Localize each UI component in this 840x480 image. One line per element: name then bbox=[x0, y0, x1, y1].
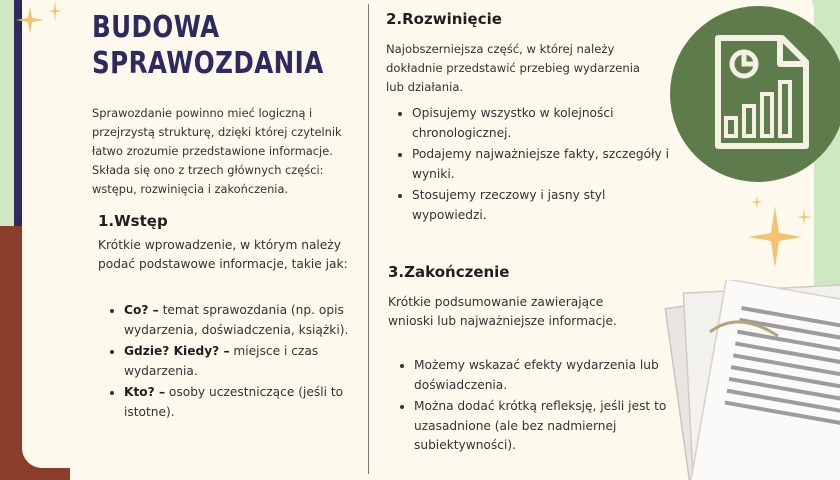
sparkle-icon bbox=[748, 206, 802, 268]
list-item: • Można dodać krótką refleksję, jeśli jest to uzasadnione (ale bez nadmiernej subiektywności). bbox=[414, 397, 676, 456]
sparkle-icon bbox=[48, 0, 62, 22]
list-item: • Gdzie? Kiedy? – miejsce i czas wydarzenia. bbox=[124, 342, 386, 381]
sparkle-icon bbox=[796, 208, 812, 226]
page-title-line2: SPRAWOZDANIA bbox=[92, 46, 324, 81]
section-heading-rozwiniecie: 2.Rozwinięcie bbox=[386, 10, 502, 28]
section-heading-zakonczenie: 3.Zakończenie bbox=[388, 263, 510, 281]
list-item: • Co? – temat sprawozdania (np. opis wydarzenia, doświadczenia, książki). bbox=[124, 301, 386, 340]
section-text-wstep: Krótkie wprowadzenie, w którym należy podać podstawowe informacje, takie jak: bbox=[98, 238, 348, 271]
section-text-rozwiniecie: Najobszerniejsza część, w której należy dokładnie przedstawić przebieg wydarzenia lub działania. bbox=[386, 42, 641, 94]
intro-text: Sprawozdanie powinno mieć logiczną i przejrzystą strukturę, dzięki której czytelnik łatwo zrozumie przedstawione informacje. Składa się ono z trzech głównych części: wstępu, rozwinięcia i zakończenia. bbox=[92, 106, 342, 196]
list-item: • Kto? – osoby uczestniczące (jeśli to istotne). bbox=[124, 383, 386, 422]
page-title-line1: BUDOWA bbox=[92, 10, 220, 45]
sparkle-icon bbox=[16, 6, 44, 34]
report-chart-icon bbox=[712, 34, 810, 152]
section-list-rozwiniecie bbox=[388, 104, 682, 227]
paper-stack-icon bbox=[648, 280, 840, 480]
sparkle-icon bbox=[752, 196, 762, 208]
list-item: • Opisujemy wszystko w kolejności chronologicznej. bbox=[412, 104, 682, 143]
section-text-zakonczenie: Krótkie podsumowanie zawierające wnioski lub najważniejsze informacje. bbox=[388, 295, 617, 328]
section-heading-wstep: 1.Wstęp bbox=[98, 212, 168, 230]
section-list-zakonczenie bbox=[390, 356, 676, 458]
list-item: • Podajemy najważniejsze fakty, szczegóły i wyniki. bbox=[412, 145, 682, 184]
list-item: • Stosujemy rzeczowy i jasny styl wypowiedzi. bbox=[412, 186, 682, 225]
section-list-wstep bbox=[100, 301, 386, 424]
list-item: • Możemy wskazać efekty wydarzenia lub doświadczenia. bbox=[414, 356, 676, 395]
page-title bbox=[92, 10, 324, 82]
